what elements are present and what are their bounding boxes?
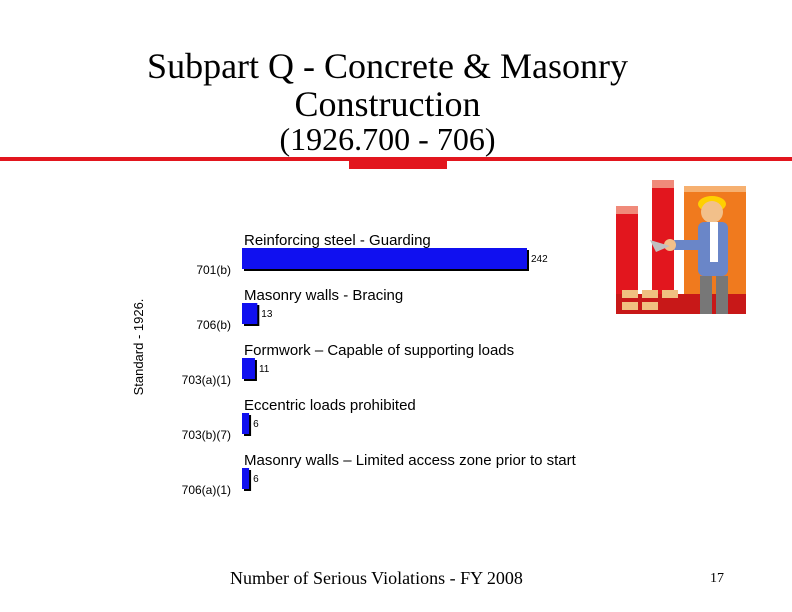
category-label: 703(b)(7) xyxy=(181,428,231,442)
bar-description: Reinforcing steel - Guarding xyxy=(244,232,431,249)
category-label: 703(a)(1) xyxy=(181,373,231,387)
category-label: 706(a)(1) xyxy=(181,483,231,497)
data-label: 13 xyxy=(261,309,273,320)
category-label: 706(b) xyxy=(196,318,231,332)
category-label: 701(b) xyxy=(196,263,231,277)
data-label: 242 xyxy=(531,254,548,265)
bar xyxy=(242,248,527,269)
page-number: 17 xyxy=(710,571,724,586)
mason-worker-clipart-icon xyxy=(612,176,752,316)
slide-subtitle: (1926.700 - 706) xyxy=(279,121,496,157)
bar-description: Masonry walls – Limited access zone prior to start xyxy=(244,452,576,469)
slide-title-line-2: Construction xyxy=(294,84,481,124)
data-label: 6 xyxy=(253,474,259,485)
y-axis-label: Standard - 1926. xyxy=(131,298,146,396)
data-label: 11 xyxy=(258,364,270,375)
bar-description: Masonry walls - Bracing xyxy=(244,287,404,304)
data-label: 6 xyxy=(253,419,259,430)
bar xyxy=(242,413,249,434)
bar xyxy=(242,358,255,379)
bar xyxy=(242,303,257,324)
x-axis-label: Number of Serious Violations - FY 2008 xyxy=(230,568,523,588)
bar-description: Eccentric loads prohibited xyxy=(244,397,416,414)
bar-description: Formwork – Capable of supporting loads xyxy=(244,342,515,359)
slide-title-line-1: Subpart Q - Concrete & Masonry xyxy=(147,46,628,86)
bar xyxy=(242,468,249,489)
